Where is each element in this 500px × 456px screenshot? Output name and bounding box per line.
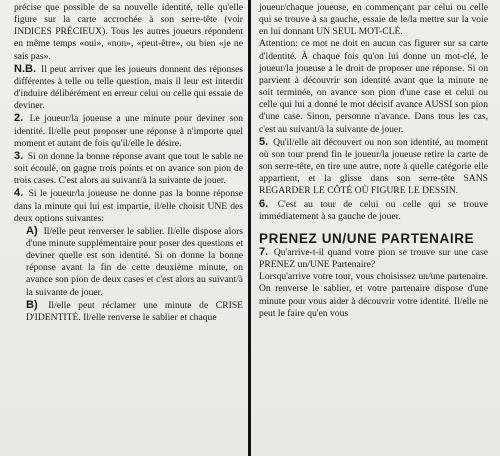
- rule-5: [259, 136, 488, 198]
- rule-2: [14, 112, 243, 149]
- nb-label: N.B.: [14, 62, 36, 75]
- option-b-label: B): [26, 298, 38, 311]
- rule-7-text: Qu'arrive-t-il quand votre pion se trouve sur une case PRENEZ un/UNE Partenaire?: [259, 246, 488, 271]
- rule-6-text: C'est au tour de celui ou celle qui se trouve immédiatement à sa gauche de jouer.: [259, 198, 488, 222]
- section-heading: PRENEZ UN/UNE PARTENAIRE: [259, 230, 475, 246]
- option-a: [14, 225, 243, 299]
- rule-4: [14, 187, 243, 224]
- left-column: [14, 2, 243, 324]
- rule-3-number: 3.: [14, 149, 24, 162]
- right-column: [259, 2, 488, 320]
- rule-2-text: Le joueur/la joueuse a une minute pour deviner son identité. Il/elle peut proposer une réponse à n'importe quel moment et autant de fois qu'il/elle le désire.: [14, 113, 243, 149]
- rule-5-text: Qu'il/elle ait découvert ou non son identité, au moment où son tour prend fin le joueur/la joueuse retire la carte de son serre-tête, en tire une autre, note à quelle catégorie elle appartient, et la glisse dans son serre-tête SANS REGARDER LE CÔTÉ OÙ FIGURE LE DESSIN.: [259, 136, 488, 197]
- intro-paragraph: précise que possible de sa nouvelle identité, telle qu'elle figure sur la carte accrochée à son serre-tête (voir INDICES PRÉCIEUX). Tous les autres joueurs répondent en même temps «oui», «non», «peut-être», ou bien «je ne sais pas».: [14, 2, 243, 62]
- option-b-text: Il/elle peut réclamer une minute de CRISE D'IDENTITÉ. Il/elle renverse le sablier et chaque: [26, 299, 243, 323]
- continued-paragraph: joueur/chaque joueuse, en commençant par celui ou celle qui se trouve à sa gauche, essaie de le/la mettre sur la voie en lui donnant UN SEUL MOT-CLÉ.: [259, 2, 488, 38]
- rule-7: [259, 246, 488, 271]
- rule-7-continued: Lorsqu'arrive votre tour, vous choisissez un/une partenaire. On renverse le sablier, et votre partenaire dispose d'une minute pour vous aider à découvrir votre identité. Il/elle ne peut le faire qu'en vous: [259, 271, 488, 319]
- nb-text: Il peut arriver que les joueurs donnent des réponses différentes à telle ou telle question, mais il leur est interdit d'induire délibérément en erreur celui ou celle qui essaie de deviner.: [14, 63, 243, 112]
- rule-5-number: 5.: [259, 135, 269, 148]
- option-b: [14, 299, 243, 324]
- rule-3-text: Si on donne la bonne réponse avant que tout le sable ne soit écoulé, on gagne trois points et on avance son pion de trois cases. C'est alors au suivant/à la suivante de jouer.: [14, 150, 243, 187]
- rule-6: [259, 198, 488, 223]
- rule-6-number: 6.: [259, 197, 269, 210]
- rule-2-number: 2.: [14, 112, 24, 125]
- option-a-label: A): [26, 224, 38, 237]
- rule-4-text: Si le joueur/la joueuse ne donne pas la bonne réponse dans la minute qui lui est impartie, il/elle choisit UNE des deux options suivantes:: [14, 188, 243, 224]
- column-divider: [248, 0, 251, 456]
- rule-4-number: 4.: [14, 187, 24, 200]
- attention-paragraph: Attention: ce mot ne doit en aucun cas figurer sur sa carte d'identité. À chaque fois qu'on lui donne un mot-clé, le joueur/la joueuse a le droit de proposer une réponse. Si on parvient à découvrir son identité avant que la minute ne soit terminée, on avance son pion d'une case et celui ou celle qui lui a donné le mot décisif avance AUSSI son pion d'une case. Sinon, personne n'avance. Dans tous les cas, c'est au suivant/à la suivante de jouer.: [259, 38, 488, 135]
- nb-paragraph: [14, 63, 243, 113]
- rule-7-number: 7.: [259, 245, 269, 258]
- rule-3: [14, 150, 243, 187]
- option-a-text: Il/elle peut renverser le sablier. Il/elle dispose alors d'une minute supplémentaire pour poser des questions et deviner quelle est son identité. Si on donne la bonne réponse avant la fin de cette deuxième minute, on avance son pion de deux cases et c'est alors au suivant/à la suivante de jouer.: [26, 225, 243, 298]
